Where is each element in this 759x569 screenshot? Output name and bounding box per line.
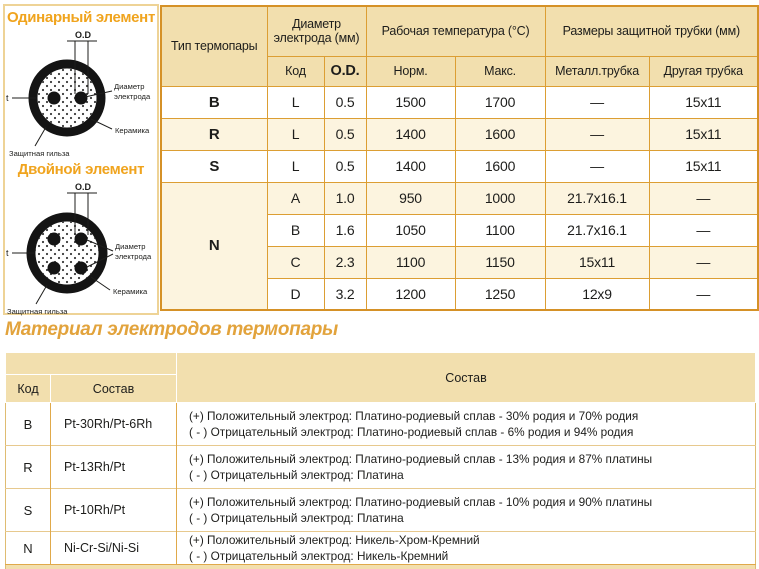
cell-max: 1150	[455, 246, 545, 278]
electrode-diameter-label: электрода	[114, 92, 151, 101]
cell-description	[177, 403, 756, 446]
cell-norm: 1100	[366, 246, 455, 278]
double-element-title: Двойной элемент	[17, 161, 145, 178]
single-element-diagram	[5, 28, 157, 159]
cell-code: N	[6, 532, 51, 565]
col-header-metal-tube: Металл.трубка	[545, 56, 649, 86]
cell-norm: 1400	[366, 118, 455, 150]
col-header-code: Код	[6, 375, 51, 403]
positive-electrode-line: (+) Положительный электрод: Платино-родиевый сплав - 30% родия и 70% родия	[189, 409, 639, 423]
electrode-dot	[75, 92, 88, 105]
electrode-dot	[48, 92, 61, 105]
electrode-dot	[75, 233, 88, 246]
cell-code: R	[6, 446, 51, 489]
double-element-diagram	[5, 180, 157, 317]
table-row	[161, 118, 758, 150]
cell-metal: —	[545, 86, 649, 118]
cell-type: B	[161, 86, 267, 118]
ceramic-fill	[36, 222, 99, 285]
electrode-dot	[48, 262, 61, 275]
cell-composition: Pt-13Rh/Pt	[51, 446, 177, 489]
col-header-composition: Состав	[51, 375, 177, 403]
section-title: Материал электродов термопары	[5, 319, 338, 340]
cell-other: —	[649, 246, 758, 278]
cell-od: 1.6	[324, 214, 366, 246]
table-row	[161, 86, 758, 118]
cell-composition: Pt-30Rh/Pt-6Rh	[51, 403, 177, 446]
cell-max: 1000	[455, 182, 545, 214]
positive-electrode-line: (+) Положительный электрод: Никель-Хром-Кремний	[189, 533, 480, 547]
cell-other: 15x11	[649, 150, 758, 182]
negative-electrode-line: ( - ) Отрицательный электрод: Платина	[189, 511, 404, 525]
header-spacer	[6, 353, 177, 375]
table-row	[161, 150, 758, 182]
cell-type: N	[161, 182, 267, 310]
electrode-dot	[48, 233, 61, 246]
col-header-electrode-diameter: Диаметр электрода (мм)	[267, 6, 366, 56]
od-label: O.D	[75, 30, 92, 40]
cell-od: 1.0	[324, 182, 366, 214]
cell-other: —	[649, 182, 758, 214]
col-header-composition-detail: Состав	[177, 353, 756, 403]
cell-type: R	[161, 118, 267, 150]
cell-norm: 1400	[366, 150, 455, 182]
electrode-dot	[75, 262, 88, 275]
t-label: t	[6, 248, 9, 258]
col-header-code: Код	[267, 56, 324, 86]
cell-code: A	[267, 182, 324, 214]
electrode-diameter-label: Диаметр	[114, 82, 145, 91]
sheath-label: Защитная гильза	[7, 307, 68, 316]
cell-od: 0.5	[324, 118, 366, 150]
cell-other: 15x11	[649, 118, 758, 150]
negative-electrode-line: ( - ) Отрицательный электрод: Платино-родиевый сплав - 6% родия и 94% родия	[189, 425, 634, 439]
table-row	[161, 182, 758, 214]
cell-code: B	[267, 214, 324, 246]
cell-code: B	[6, 403, 51, 446]
table-row	[6, 532, 756, 565]
spec-header-row-1	[161, 6, 758, 56]
cell-metal: —	[545, 150, 649, 182]
cell-type: S	[161, 150, 267, 182]
cell-metal: 21.7x16.1	[545, 182, 649, 214]
cell-code: C	[267, 246, 324, 278]
sheath-label: Защитная гильза	[9, 149, 70, 158]
positive-electrode-line: (+) Положительный электрод: Платино-родиевый сплав - 10% родия и 90% платины	[189, 495, 653, 509]
table-footer-strip	[6, 565, 756, 569]
cell-od: 0.5	[324, 86, 366, 118]
ceramic-label: Керамика	[113, 287, 148, 296]
cell-code: L	[267, 118, 324, 150]
col-header-working-temp: Рабочая температура (°C)	[366, 6, 545, 56]
electrode-diameter-label: электрода	[115, 252, 152, 261]
cell-max: 1100	[455, 214, 545, 246]
single-element-title: Одинарный элемент	[7, 9, 155, 26]
cell-description	[177, 532, 756, 565]
positive-electrode-line: (+) Положительный электрод: Платино-родиевый сплав - 13% родия и 87% платины	[189, 452, 653, 466]
col-header-tube-sizes: Размеры защитной трубки (мм)	[545, 6, 758, 56]
negative-electrode-line: ( - ) Отрицательный электрод: Платина	[189, 468, 404, 482]
cell-code: S	[6, 489, 51, 532]
cell-od: 2.3	[324, 246, 366, 278]
col-header-other-tube: Другая трубка	[649, 56, 758, 86]
table-row	[6, 403, 756, 446]
od-label: O.D	[75, 182, 92, 192]
cell-code: L	[267, 150, 324, 182]
cell-metal: 15x11	[545, 246, 649, 278]
col-header-type: Тип термопары	[161, 6, 267, 86]
cell-metal: 21.7x16.1	[545, 214, 649, 246]
thermocouple-diagram-panel	[3, 4, 159, 315]
spec-table	[160, 5, 759, 311]
cell-norm: 1050	[366, 214, 455, 246]
material-header-row-1	[6, 353, 756, 375]
cell-metal: —	[545, 118, 649, 150]
t-label: t	[6, 93, 9, 103]
cell-od: 0.5	[324, 150, 366, 182]
ceramic-label: Керамика	[115, 126, 150, 135]
electrode-diameter-label: Диаметр	[115, 242, 146, 251]
cell-other: —	[649, 278, 758, 310]
cell-other: 15x11	[649, 86, 758, 118]
cell-norm: 1500	[366, 86, 455, 118]
negative-electrode-line: ( - ) Отрицательный электрод: Никель-Кремний	[189, 549, 449, 563]
table-row	[6, 489, 756, 532]
cell-max: 1250	[455, 278, 545, 310]
cell-code: D	[267, 278, 324, 310]
cell-norm: 950	[366, 182, 455, 214]
cell-description	[177, 446, 756, 489]
material-table	[5, 352, 756, 569]
cell-composition: Pt-10Rh/Pt	[51, 489, 177, 532]
cell-description	[177, 489, 756, 532]
cell-max: 1600	[455, 118, 545, 150]
col-header-od: O.D.	[324, 56, 366, 86]
table-row	[6, 446, 756, 489]
cell-composition: Ni-Cr-Si/Ni-Si	[51, 532, 177, 565]
cell-other: —	[649, 214, 758, 246]
cell-norm: 1200	[366, 278, 455, 310]
cell-metal: 12x9	[545, 278, 649, 310]
col-header-norm: Норм.	[366, 56, 455, 86]
cell-max: 1600	[455, 150, 545, 182]
col-header-max: Макс.	[455, 56, 545, 86]
cell-od: 3.2	[324, 278, 366, 310]
cell-max: 1700	[455, 86, 545, 118]
cell-code: L	[267, 86, 324, 118]
